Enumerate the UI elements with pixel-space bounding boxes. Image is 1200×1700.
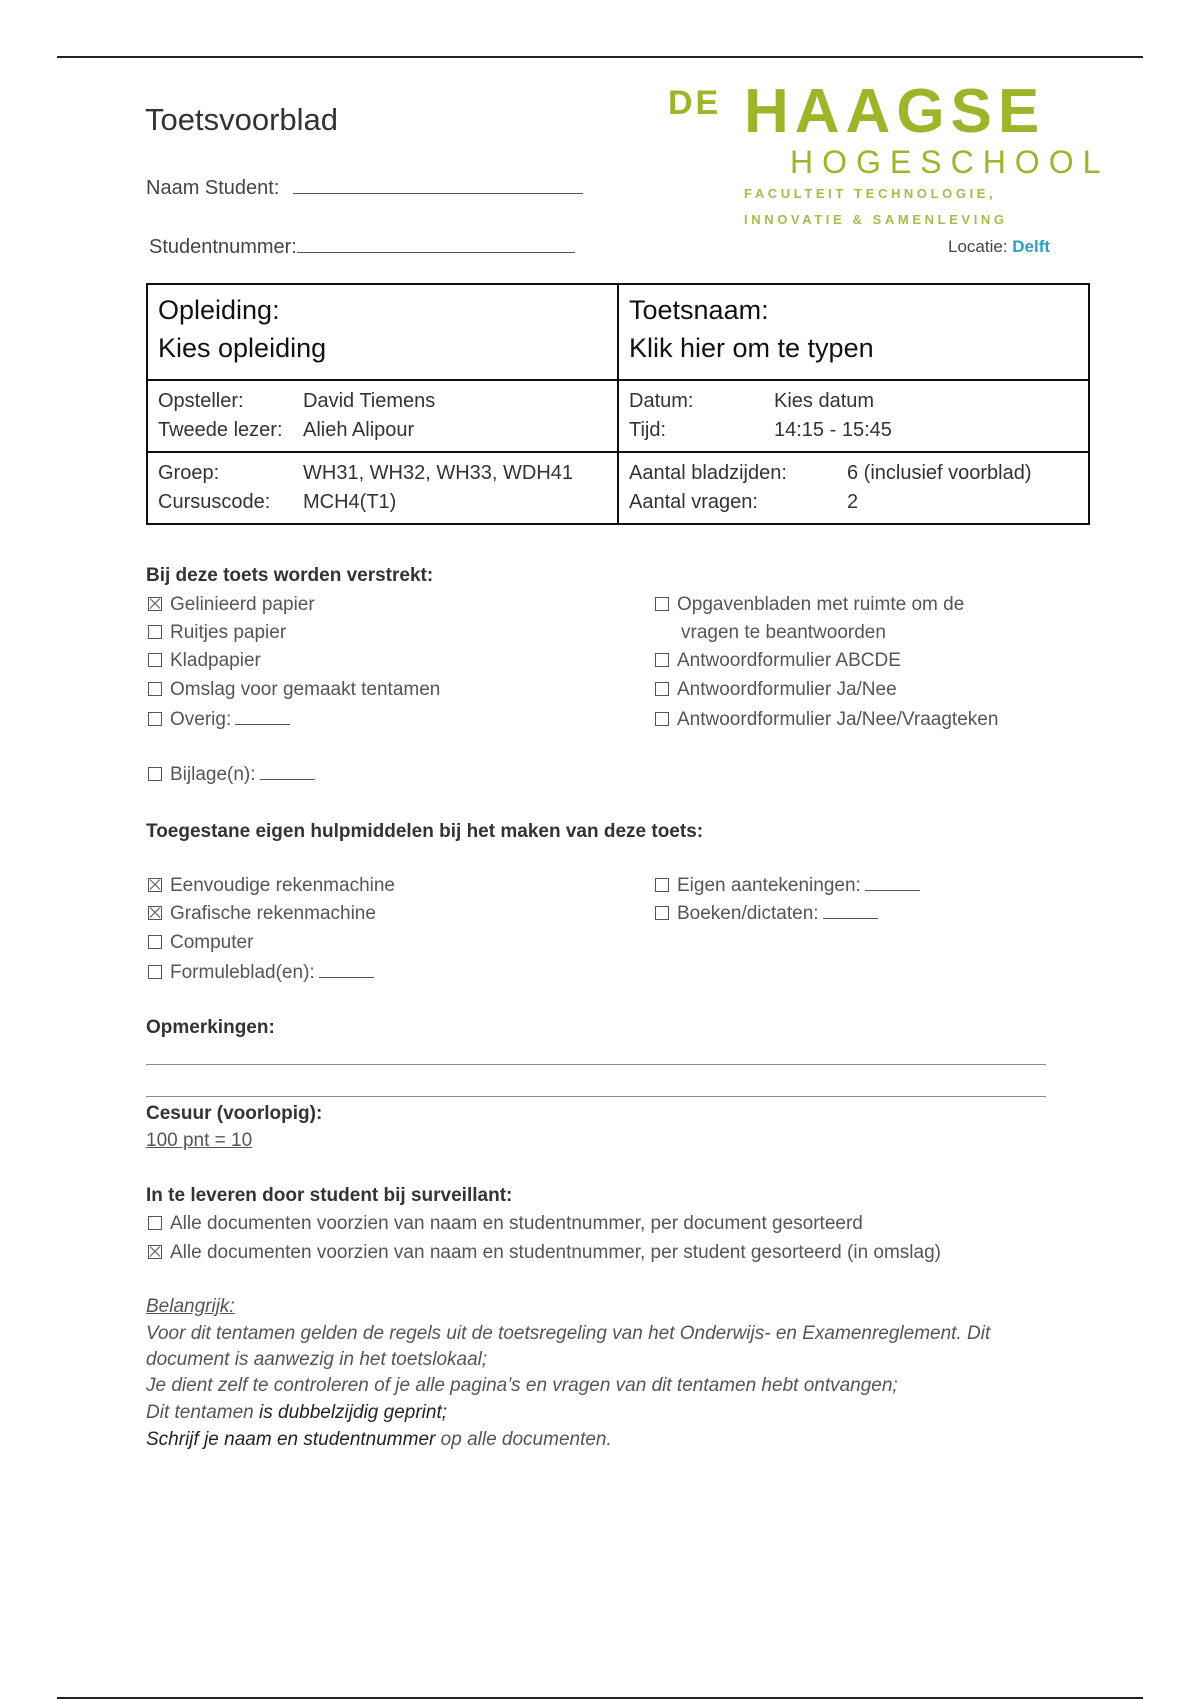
groep-cell — [147, 452, 618, 524]
datum-value[interactable]: Kies datum — [774, 390, 875, 412]
tijd-value: 14:15 - 15:45 — [774, 419, 892, 441]
verstrekt-right-2[interactable] — [655, 679, 897, 701]
verstrekt-right-label: Opgavenbladen met ruimte om de — [677, 594, 965, 615]
tijd-label: Tijd: — [629, 419, 667, 441]
checkbox[interactable] — [148, 1216, 162, 1230]
boeken-blank[interactable] — [823, 918, 878, 919]
opmerkingen-heading: Opmerkingen: — [146, 1017, 275, 1038]
bijlage-item[interactable] — [148, 764, 315, 786]
vragen-label: Aantal vragen: — [629, 491, 758, 513]
hulpmiddel-label: Eenvoudige rekenmachine — [170, 875, 395, 896]
checkbox[interactable] — [655, 653, 669, 667]
opmerkingen-line-2[interactable] — [146, 1096, 1046, 1097]
opleiding-label: Opleiding: — [158, 295, 280, 325]
checkbox[interactable] — [655, 712, 669, 726]
hulpmiddel-label: Formuleblad(en): — [170, 962, 315, 983]
tweede-lezer-label: Tweede lezer: — [158, 419, 283, 441]
groep-value: WH31, WH32, WH33, WDH41 — [303, 462, 574, 484]
cursuscode-label: Cursuscode: — [158, 491, 271, 513]
logo-haagse: HAAGSE — [744, 77, 1046, 146]
formuleblad-blank[interactable] — [319, 977, 374, 978]
bijlage-label: Bijlage(n): — [170, 764, 256, 785]
verstrekt-left-label: Overig: — [170, 709, 232, 730]
studentnummer-field — [149, 236, 575, 259]
checkbox[interactable] — [655, 906, 669, 920]
bladzijden-value: 6 (inclusief voorblad) — [847, 462, 1032, 484]
studentnummer-label: Studentnummer: — [149, 236, 297, 258]
hulpmiddel-left-1[interactable] — [148, 903, 376, 925]
checkbox[interactable] — [148, 878, 162, 892]
logo-de: DE — [668, 84, 722, 122]
checkbox[interactable] — [655, 597, 669, 611]
locatie-value[interactable]: Delft — [1012, 237, 1051, 256]
overig-blank[interactable] — [235, 724, 290, 725]
checkbox[interactable] — [148, 597, 162, 611]
logo-faculteit: FACULTEIT TECHNOLOGIE, — [744, 186, 997, 201]
cursuscode-value: MCH4(T1) — [303, 491, 397, 513]
datum-label: Datum: — [629, 390, 694, 412]
bottom-rule — [57, 1697, 1143, 1699]
cesuur-heading: Cesuur (voorlopig): — [146, 1103, 323, 1124]
toetsnaam-cell — [618, 284, 1089, 380]
verstrekt-heading: Bij deze toets worden verstrekt: — [146, 565, 434, 586]
opleiding-value[interactable]: Kies opleiding — [158, 333, 327, 363]
inleveren-item-0[interactable] — [148, 1213, 863, 1235]
verstrekt-left-1[interactable] — [148, 622, 286, 644]
checkbox[interactable] — [148, 767, 162, 781]
haagse-hogeschool-logo — [668, 77, 1110, 230]
toetsnaam-label: Toetsnaam: — [629, 295, 769, 325]
hulpmiddel-left-2[interactable] — [148, 932, 253, 954]
verstrekt-left-2[interactable] — [148, 650, 261, 672]
belangrijk-line-5 — [146, 1429, 612, 1451]
checkbox[interactable] — [655, 878, 669, 892]
belangrijk-line-1: Voor dit tentamen gelden de regels uit de toetsregeling van het Onderwijs- en Examenreglement. Dit — [146, 1323, 991, 1344]
bijlage-blank[interactable] — [260, 779, 315, 780]
top-rule — [57, 56, 1143, 58]
belangrijk-line-4b: is dubbelzijdig geprint; — [259, 1402, 448, 1423]
hulpmiddelen-heading: Toegestane eigen hulpmiddelen bij het maken van deze toets: — [146, 821, 704, 842]
logo-innovatie: INNOVATIE & SAMENLEVING — [744, 212, 1008, 227]
bladzijden-label: Aantal bladzijden: — [629, 462, 787, 484]
verstrekt-left-label: Omslag voor gemaakt tentamen — [170, 679, 441, 700]
locatie — [948, 237, 1050, 257]
opleiding-cell — [147, 284, 618, 380]
verstrekt-right-1[interactable] — [655, 650, 901, 672]
verstrekt-right-0[interactable] — [655, 594, 964, 616]
hulpmiddel-label: Grafische rekenmachine — [170, 903, 376, 924]
belangrijk-line-5b: op alle documenten. — [435, 1429, 612, 1450]
hulpmiddel-label: Computer — [170, 932, 254, 953]
belangrijk-line-4 — [146, 1402, 447, 1424]
belangrijk-line-4a: Dit tentamen — [146, 1402, 259, 1423]
checkbox[interactable] — [148, 1245, 162, 1259]
belangrijk-line-3: Je dient zelf te controleren of je alle pagina’s en vragen van dit tentamen hebt ontvangen; — [146, 1375, 898, 1396]
hulpmiddel-label: Eigen aantekeningen: — [677, 875, 861, 896]
verstrekt-left-label: Gelinieerd papier — [170, 594, 315, 615]
checkbox[interactable] — [148, 653, 162, 667]
inleveren-item-1[interactable] — [148, 1242, 941, 1264]
checkbox[interactable] — [148, 682, 162, 696]
hulpmiddel-label: Boeken/dictaten: — [677, 903, 819, 924]
studentnummer-line[interactable] — [297, 252, 575, 253]
locatie-label: Locatie: — [948, 237, 1008, 256]
verstrekt-left-label: Ruitjes papier — [170, 622, 287, 643]
verstrekt-left-0[interactable] — [148, 594, 315, 616]
page-title: Toetsvoorblad — [145, 102, 339, 137]
opsteller-cell — [147, 380, 618, 452]
verstrekt-right-0-cont: vragen te beantwoorden — [681, 622, 886, 643]
checkbox[interactable] — [148, 906, 162, 920]
info-table — [146, 283, 1090, 525]
logo-hogeschool: HOGESCHOOL — [790, 144, 1110, 180]
bladzijden-cell — [618, 452, 1089, 524]
opsteller-label: Opsteller: — [158, 390, 244, 412]
naam-student-field — [146, 177, 583, 200]
checkbox[interactable] — [148, 965, 162, 979]
checkbox[interactable] — [148, 935, 162, 949]
inleveren-heading: In te leveren door student bij surveillant: — [146, 1185, 513, 1206]
verstrekt-left-label: Kladpapier — [170, 650, 261, 671]
belangrijk-line-2: document is aanwezig in het toetslokaal; — [146, 1349, 488, 1370]
datum-cell — [618, 380, 1089, 452]
toetsnaam-value[interactable]: Klik hier om te typen — [629, 333, 874, 363]
verstrekt-left-4[interactable] — [148, 709, 290, 731]
groep-label: Groep: — [158, 462, 220, 484]
checkbox[interactable] — [148, 712, 162, 726]
verstrekt-right-label: Antwoordformulier Ja/Nee/Vraagteken — [677, 709, 999, 730]
naam-student-label: Naam Student: — [146, 177, 280, 199]
tweede-lezer-value: Alieh Alipour — [303, 419, 415, 441]
opsteller-value: David Tiemens — [303, 390, 436, 412]
hulpmiddel-right-0[interactable] — [655, 875, 920, 897]
hulpmiddel-left-3[interactable] — [148, 962, 374, 984]
hulpmiddel-left-0[interactable] — [148, 875, 395, 897]
checkbox[interactable] — [148, 625, 162, 639]
naam-student-line[interactable] — [293, 193, 583, 194]
verstrekt-right-label: Antwoordformulier Ja/Nee — [677, 679, 897, 700]
hulpmiddel-right-1[interactable] — [655, 903, 878, 925]
vragen-value: 2 — [847, 491, 859, 513]
inleveren-label: Alle documenten voorzien van naam en studentnummer, per document gesorteerd — [170, 1213, 863, 1234]
aantekeningen-blank[interactable] — [865, 890, 920, 891]
verstrekt-right-label: Antwoordformulier ABCDE — [677, 650, 901, 671]
verstrekt-right-3[interactable] — [655, 709, 998, 731]
opmerkingen-line-1[interactable] — [146, 1064, 1046, 1065]
checkbox[interactable] — [655, 682, 669, 696]
cesuur-value: 100 pnt = 10 — [146, 1130, 253, 1151]
verstrekt-left-3[interactable] — [148, 679, 440, 701]
belangrijk-line-5a: Schrijf je naam en studentnummer — [146, 1429, 436, 1450]
belangrijk-heading: Belangrijk: — [146, 1296, 235, 1317]
inleveren-label: Alle documenten voorzien van naam en studentnummer, per student gesorteerd (in omslag) — [170, 1242, 941, 1263]
